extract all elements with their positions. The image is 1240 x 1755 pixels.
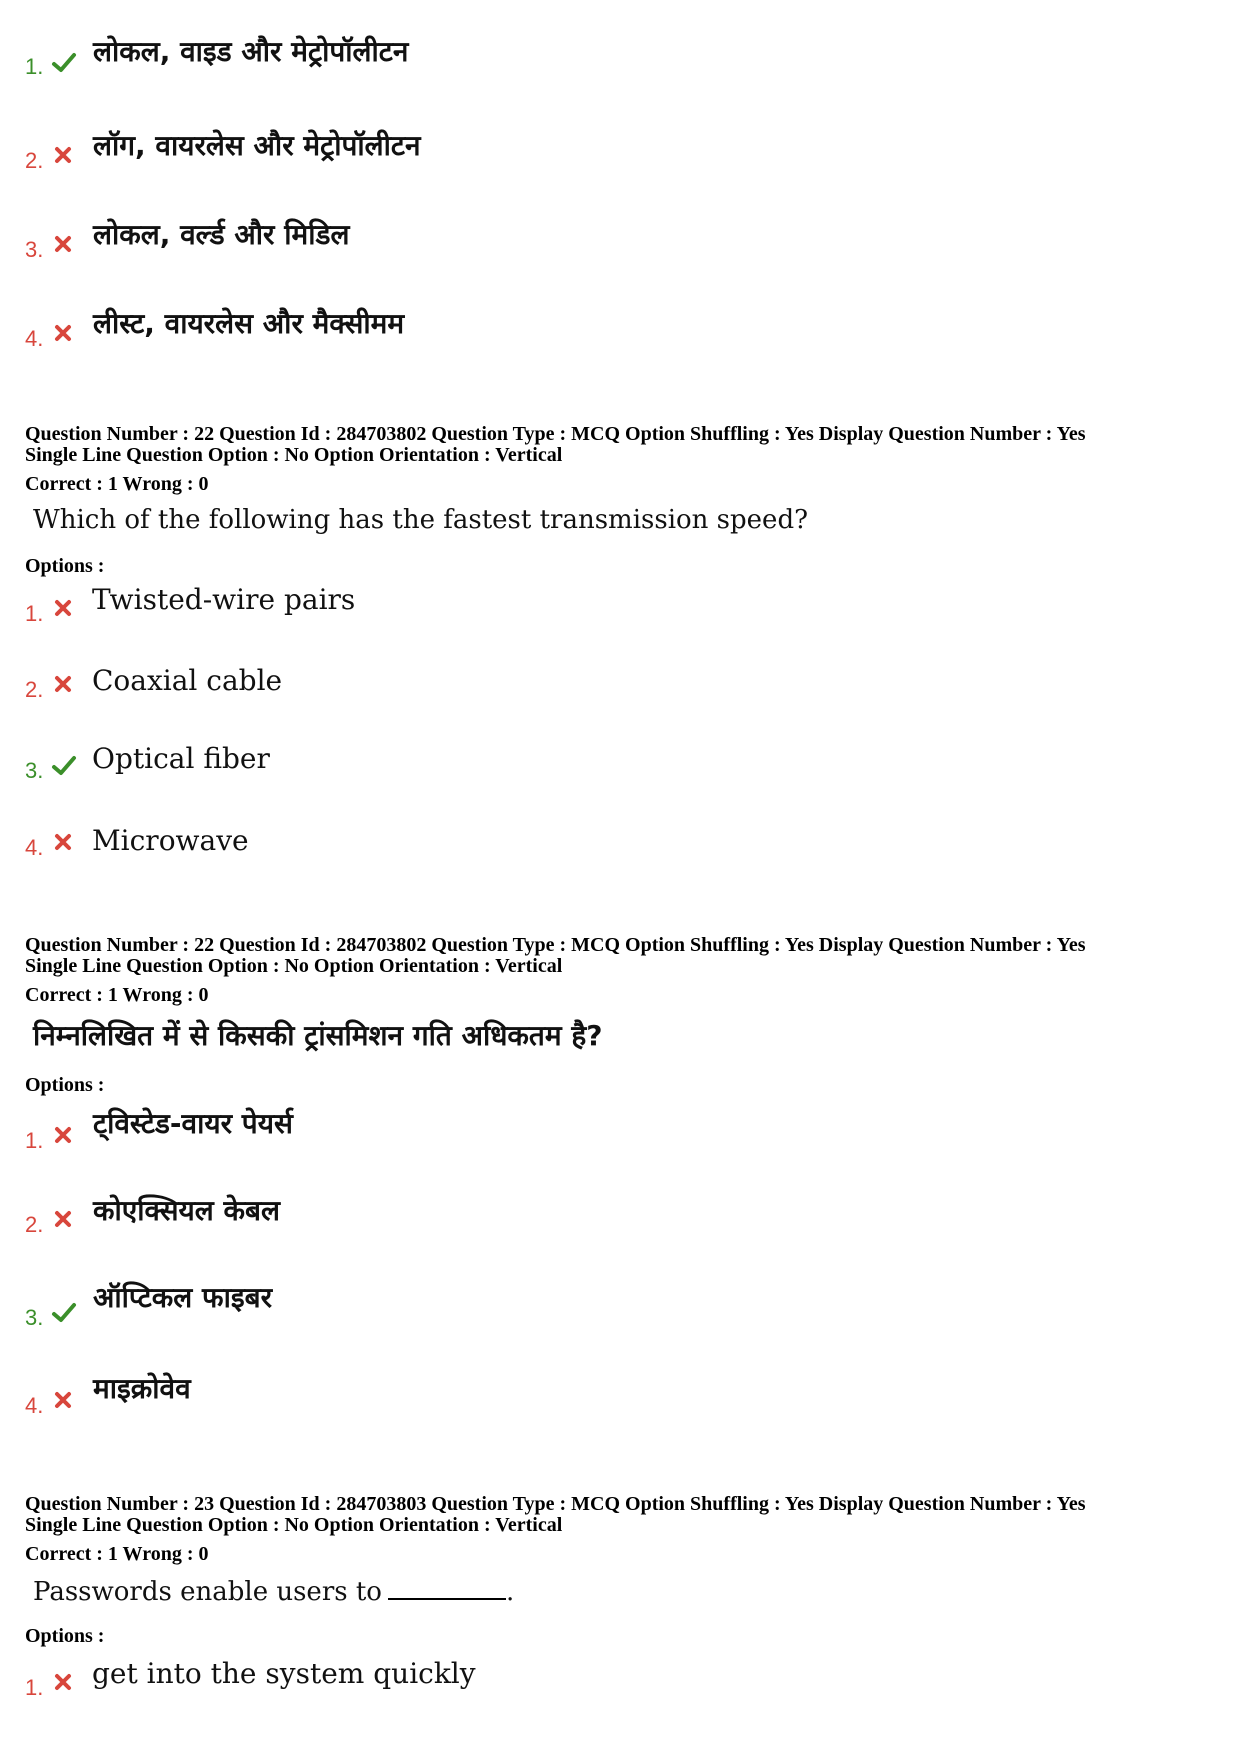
question-text-prefix: Passwords enable users to [33,1577,382,1607]
question-text [33,1576,514,1607]
cross-icon [53,234,73,254]
option-text: लॉग, वायरलेस और मेट्रोपॉलीटन [93,129,421,162]
options-label: Options : [25,555,105,577]
option-text: माइक्रोवेव [93,1372,191,1405]
option-text: ऑप्टिकल फाइबर [93,1281,273,1314]
cross-icon [53,1209,73,1229]
checkmark-icon [51,1300,77,1326]
cross-icon [53,1390,73,1410]
question-meta-line1: Question Number : 22 Question Id : 284703802 Question Type : MCQ Option Shuffling : Yes Display Question Number : Yes [25,423,1086,445]
question-meta-line2: Single Line Question Option : No Option Orientation : Vertical [25,1514,563,1536]
question-marks: Correct : 1 Wrong : 0 [25,473,209,495]
question-text: Which of the following has the fastest transmission speed? [33,505,809,535]
options-label: Options : [25,1074,105,1096]
option-number: 3. [25,758,44,783]
option-text: Twisted-wire pairs [92,583,356,616]
option-number: 4. [25,1393,44,1418]
option-number: 3. [25,1305,44,1330]
question-meta-line2: Single Line Question Option : No Option Orientation : Vertical [25,444,563,466]
option-text: लोकल, वर्ल्ड और मिडिल [93,218,350,251]
option-number: 1. [25,601,44,626]
option-number: 2. [25,1212,44,1237]
option-number: 1. [25,54,44,79]
option-number: 1. [25,1128,44,1153]
cross-icon [53,323,73,343]
option-text: Optical fiber [92,742,270,775]
cross-icon [53,1672,73,1692]
option-number: 2. [25,148,44,173]
question-marks: Correct : 1 Wrong : 0 [25,984,209,1006]
question-meta-line1: Question Number : 23 Question Id : 284703803 Question Type : MCQ Option Shuffling : Yes Display Question Number : Yes [25,1493,1086,1515]
option-text: Coaxial cable [92,664,283,697]
option-number: 4. [25,326,44,351]
question-text: निम्नलिखित में से किसकी ट्रांसमिशन गति अधिकतम है? [33,1019,603,1052]
option-text: Microwave [92,824,249,857]
option-number: 3. [25,237,44,262]
checkmark-icon [51,50,77,76]
cross-icon [53,145,73,165]
option-text: लीस्ट, वायरलेस और मैक्सीमम [93,307,405,340]
option-text: लोकल, वाइड और मेट्रोपॉलीटन [93,35,409,68]
option-text: ट्विस्टेड-वायर पेयर्स [93,1107,293,1140]
option-number: 2. [25,677,44,702]
question-text-suffix: . [505,1577,515,1607]
question-marks: Correct : 1 Wrong : 0 [25,1543,209,1565]
cross-icon [53,674,73,694]
fill-in-blank [388,1576,506,1600]
option-text: कोएक्सियल केबल [93,1194,280,1227]
question-meta-line1: Question Number : 22 Question Id : 284703802 Question Type : MCQ Option Shuffling : Yes Display Question Number : Yes [25,934,1086,956]
option-text: get into the system quickly [92,1657,476,1690]
option-number: 4. [25,835,44,860]
cross-icon [53,598,73,618]
option-number: 1. [25,1675,44,1700]
question-meta-line2: Single Line Question Option : No Option Orientation : Vertical [25,955,563,977]
checkmark-icon [51,753,77,779]
cross-icon [53,832,73,852]
options-label: Options : [25,1625,105,1647]
cross-icon [53,1125,73,1145]
